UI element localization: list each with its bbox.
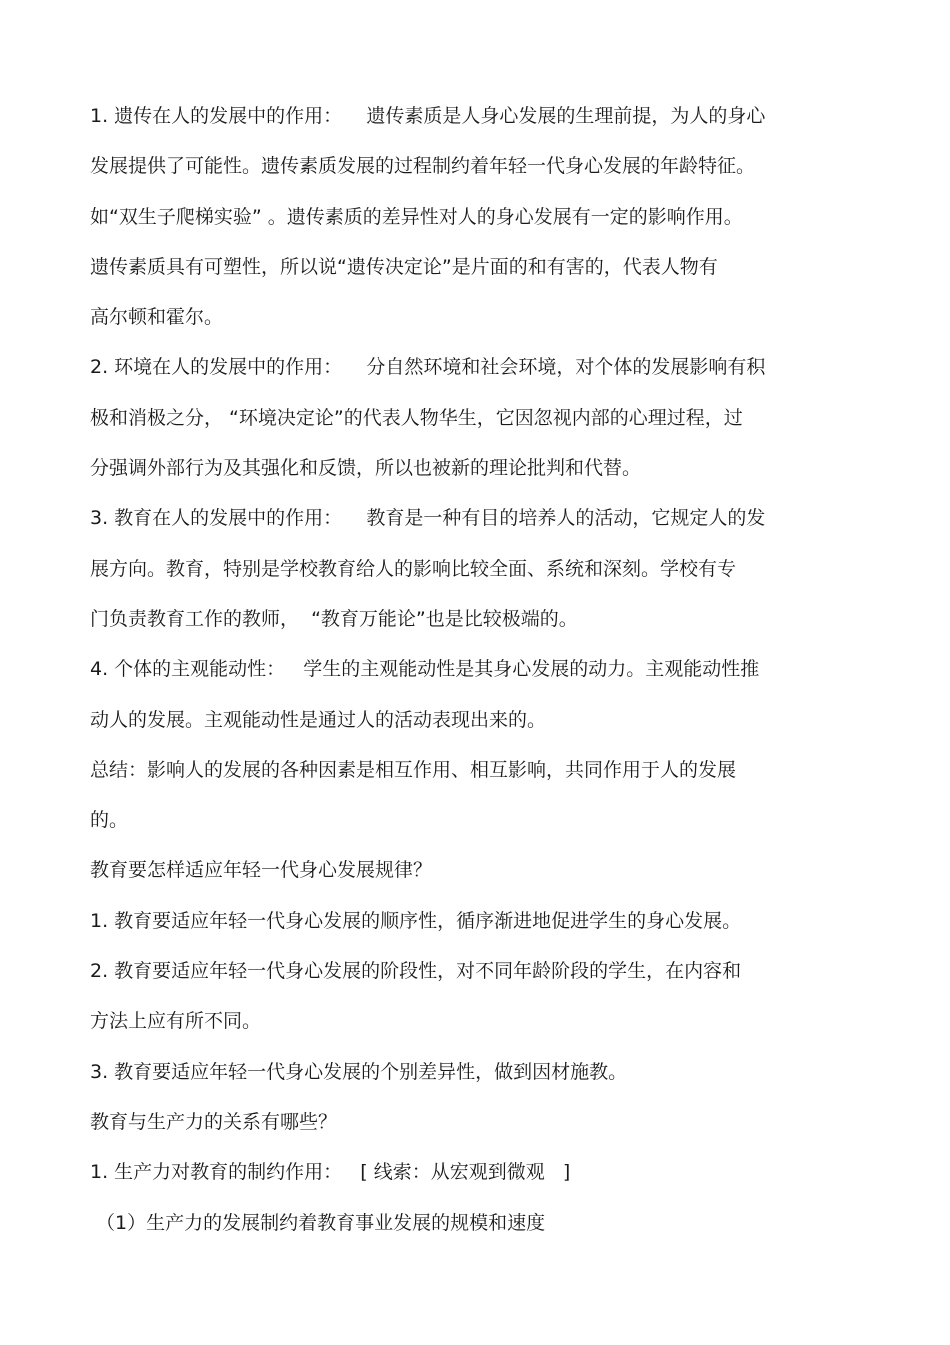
text-line: 高尔顿和霍尔。 bbox=[90, 306, 224, 329]
text-line: 如“双生子爬梯实验” 。遗传素质的差异性对人的身心发展有一定的影响作用。 bbox=[90, 205, 743, 228]
text-line: 门负责教育工作的教师， “教育万能论”也是比较极端的。 bbox=[90, 607, 578, 630]
text-line: 2. 环境在人的发展中的作用： 分自然环境和社会环境，对个体的发展影响有积 bbox=[90, 356, 766, 379]
text-line: 1. 生产力对教育的制约作用： [ 线索：从宏观到微观 ] bbox=[90, 1161, 571, 1184]
text-line: 1. 遗传在人的发展中的作用： 遗传素质是人身心发展的生理前提，为人的身心 bbox=[90, 105, 766, 127]
text-line: 总结：影响人的发展的各种因素是相互作用、相互影响，共同作用于人的发展 bbox=[90, 758, 737, 781]
section-question: 教育要怎样适应年轻一代身心发展规律？ bbox=[90, 859, 433, 882]
text-line: 方法上应有所不同。 bbox=[90, 1010, 262, 1033]
text-line: 发展提供了可能性。遗传素质发展的过程制约着年轻一代身心发展的年龄特征。 bbox=[90, 155, 756, 178]
text-line: 2. 教育要适应年轻一代身心发展的阶段性，对不同年龄阶段的学生，在内容和 bbox=[90, 960, 742, 983]
text-line: 1. 教育要适应年轻一代身心发展的顺序性，循序渐进地促进学生的身心发展。 bbox=[90, 909, 742, 932]
document-body bbox=[90, 91, 850, 1248]
text-line: 分强调外部行为及其强化和反馈，所以也被新的理论批判和代替。 bbox=[90, 457, 642, 480]
text-line: 动人的发展。主观能动性是通过人的活动表现出来的。 bbox=[90, 708, 547, 731]
section-question: 教育与生产力的关系有哪些？ bbox=[90, 1110, 338, 1133]
text-line: 4. 个体的主观能动性： 学生的主观能动性是其身心发展的动力。主观能动性推 bbox=[90, 658, 760, 681]
text-line: 的。 bbox=[90, 809, 129, 832]
text-line: 3. 教育要适应年轻一代身心发展的个别差异性，做到因材施教。 bbox=[90, 1060, 628, 1083]
text-line: 遗传素质具有可塑性，所以说“遗传决定论”是片面的和有害的，代表人物有 bbox=[90, 255, 718, 278]
text-line: （1）生产力的发展制约着教育事业发展的规模和速度 bbox=[96, 1211, 546, 1234]
text-line: 极和消极之分， “环境决定论”的代表人物华生，它因忽视内部的心理过程，过 bbox=[90, 406, 743, 429]
text-line: 展方向。教育，特别是学校教育给人的影响比较全面、系统和深刻。学校有专 bbox=[90, 557, 737, 580]
text-line: 3. 教育在人的发展中的作用： 教育是一种有目的培养人的活动，它规定人的发 bbox=[90, 507, 766, 530]
